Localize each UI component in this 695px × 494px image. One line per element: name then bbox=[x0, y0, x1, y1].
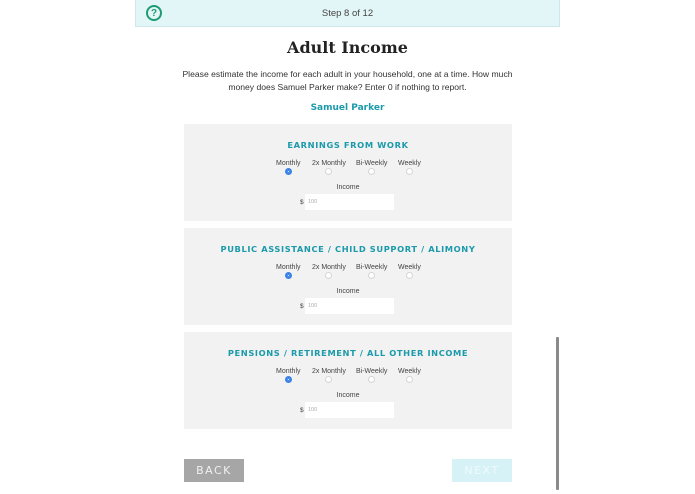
instructions-text: Please estimate the income for each adult in your household, one at a time. How much money does Samuel Parker make? Enter 0 if nothing to report. bbox=[182, 69, 513, 92]
page-title: Adult Income bbox=[287, 38, 408, 57]
radio-button[interactable] bbox=[325, 168, 332, 175]
section-public-assistance bbox=[184, 228, 512, 325]
radio-monthly[interactable] bbox=[276, 368, 301, 383]
radio-label: Weekly bbox=[398, 368, 421, 375]
radio-label: Bi-Weekly bbox=[356, 160, 388, 167]
frequency-radio-group bbox=[184, 160, 512, 180]
radio-button[interactable] bbox=[406, 168, 413, 175]
radio-weekly[interactable] bbox=[398, 264, 421, 279]
radio-label: 2x Monthly bbox=[312, 368, 346, 375]
person-name: Samuel Parker bbox=[310, 103, 385, 113]
radio-bi-weekly[interactable] bbox=[356, 264, 387, 279]
radio-button[interactable] bbox=[406, 272, 413, 279]
radio-button[interactable] bbox=[368, 168, 375, 175]
radio-button[interactable] bbox=[368, 272, 375, 279]
radio-button-selected[interactable] bbox=[285, 376, 292, 383]
income-input-pensions[interactable] bbox=[305, 402, 394, 418]
radio-button[interactable] bbox=[406, 376, 413, 383]
radio-label: Monthly bbox=[276, 368, 301, 375]
step-indicator: Step 8 of 12 bbox=[321, 7, 374, 19]
frequency-radio-group bbox=[184, 368, 512, 388]
radio-button[interactable] bbox=[325, 376, 332, 383]
radio-bi-weekly[interactable] bbox=[356, 368, 387, 383]
section-title: PUBLIC ASSISTANCE / CHILD SUPPORT / ALIMONY bbox=[220, 244, 476, 254]
next-button[interactable]: NEXT bbox=[452, 459, 512, 482]
radio-weekly[interactable] bbox=[398, 368, 421, 383]
radio-2x-monthly[interactable] bbox=[312, 264, 346, 279]
section-title: PENSIONS / RETIREMENT / ALL OTHER INCOME bbox=[227, 348, 469, 358]
radio-button[interactable] bbox=[325, 272, 332, 279]
income-input-earnings[interactable] bbox=[305, 194, 394, 210]
back-button[interactable]: BACK bbox=[184, 459, 244, 482]
help-question-icon[interactable]: ? bbox=[146, 5, 162, 21]
vertical-scrollbar[interactable] bbox=[556, 337, 559, 490]
radio-label: Monthly bbox=[276, 160, 301, 167]
radio-label: 2x Monthly bbox=[312, 160, 346, 167]
radio-label: Monthly bbox=[276, 264, 301, 271]
radio-weekly[interactable] bbox=[398, 160, 421, 175]
radio-label: Bi-Weekly bbox=[356, 368, 388, 375]
radio-bi-weekly[interactable] bbox=[356, 160, 387, 175]
radio-label: Weekly bbox=[398, 264, 421, 271]
currency-symbol: $ bbox=[300, 303, 304, 310]
progress-header bbox=[135, 0, 560, 27]
income-label: Income bbox=[336, 288, 360, 295]
radio-monthly[interactable] bbox=[276, 160, 301, 175]
currency-symbol: $ bbox=[300, 407, 304, 414]
radio-monthly[interactable] bbox=[276, 264, 301, 279]
radio-label: Bi-Weekly bbox=[356, 264, 388, 271]
radio-button-selected[interactable] bbox=[285, 272, 292, 279]
radio-label: Weekly bbox=[398, 160, 421, 167]
radio-2x-monthly[interactable] bbox=[312, 368, 346, 383]
income-label: Income bbox=[336, 392, 360, 399]
radio-label: 2x Monthly bbox=[312, 264, 346, 271]
currency-symbol: $ bbox=[300, 199, 304, 206]
section-title: EARNINGS FROM WORK bbox=[287, 140, 409, 150]
radio-button[interactable] bbox=[368, 376, 375, 383]
radio-2x-monthly[interactable] bbox=[312, 160, 346, 175]
frequency-radio-group bbox=[184, 264, 512, 284]
income-input-public-assistance[interactable] bbox=[305, 298, 394, 314]
section-pensions-retirement bbox=[184, 332, 512, 429]
section-earnings-from-work bbox=[184, 124, 512, 221]
radio-button-selected[interactable] bbox=[285, 168, 292, 175]
income-label: Income bbox=[336, 184, 360, 191]
